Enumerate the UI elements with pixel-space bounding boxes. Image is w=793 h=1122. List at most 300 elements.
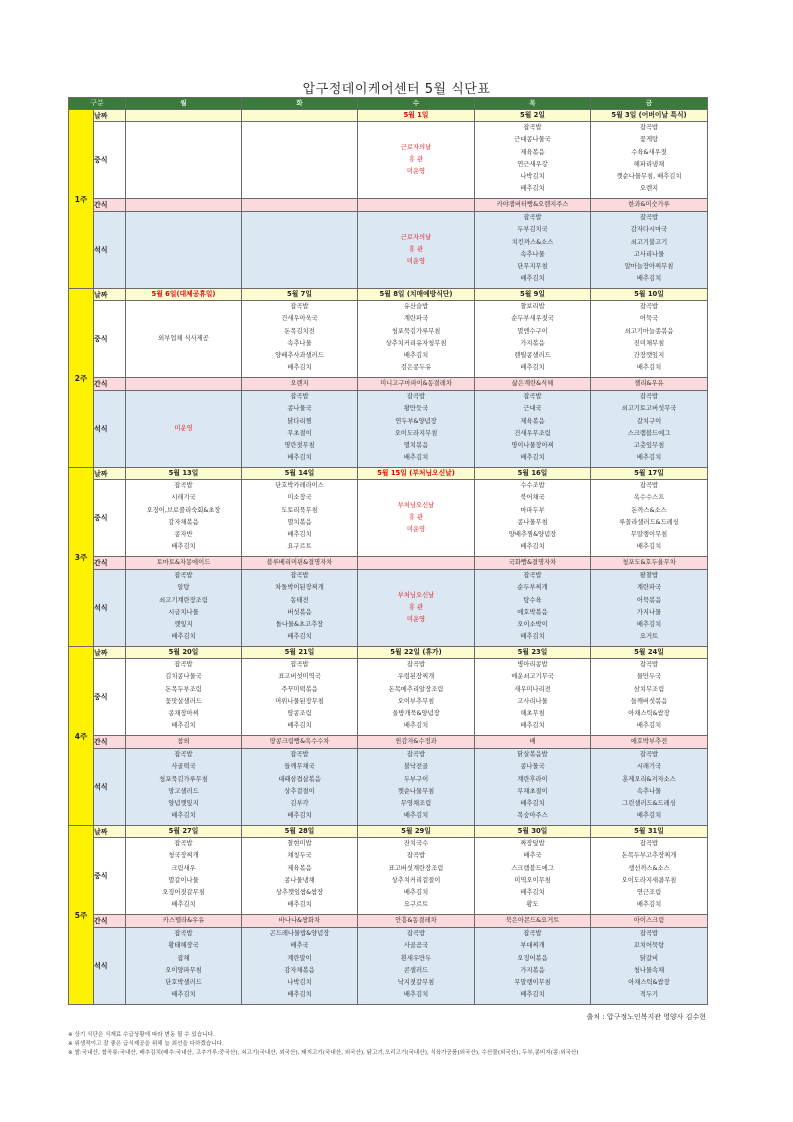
menu-item: 무초절이 bbox=[287, 429, 312, 437]
menu-item: 속추나물 bbox=[520, 250, 545, 258]
menu-item: 치킨까스&소스 bbox=[511, 238, 554, 246]
menu-item: 잡곡밥 bbox=[523, 930, 542, 937]
menu-item: 단호박샐러드 bbox=[165, 979, 202, 987]
menu-item: 가지나물 bbox=[636, 608, 662, 616]
menu-item: 마파두부 bbox=[520, 506, 545, 514]
snack-cell: 북은아몬드&요거트 bbox=[475, 915, 591, 928]
row-label-dinner: 석식 bbox=[94, 749, 126, 826]
menu-item: 찰현미밥 bbox=[287, 840, 312, 847]
menu-item: 어묵볶음 bbox=[636, 596, 662, 604]
menu-item: 옥수수스프 bbox=[633, 494, 665, 502]
menu-item: 매운쇠고기무국 bbox=[511, 673, 554, 681]
menu-item: 제육볶음 bbox=[520, 417, 545, 425]
menu-item: 요구르트 bbox=[287, 543, 312, 551]
menu-item: 배추김치 bbox=[636, 722, 662, 730]
menu-item: 오이도라지새콤무침 bbox=[621, 876, 677, 884]
dinner-cell bbox=[358, 212, 475, 289]
menu-item: 차돌박이된장찌개 bbox=[275, 584, 324, 592]
menu-item: 렌틸콩샐러드 bbox=[514, 352, 551, 360]
menu-item: 들깨버섯볶음 bbox=[630, 697, 668, 705]
menu-item: 잡곡밥 bbox=[174, 572, 193, 579]
menu-item: 콩채장아찌 bbox=[168, 710, 199, 718]
dinner-cell bbox=[475, 928, 591, 1005]
menu-item: 연근새우강 bbox=[517, 160, 548, 168]
snack-cell: 애호박부추전 bbox=[591, 736, 708, 749]
lunch-cell bbox=[475, 301, 591, 378]
page-title: 압구정데이케어센터 5월 식단표 bbox=[302, 82, 491, 97]
menu-item: 나박김치 bbox=[287, 979, 312, 987]
menu-item: 멸갈이나물 bbox=[168, 876, 199, 884]
menu-item: 시금치나물 bbox=[168, 608, 199, 616]
menu-item: 팥찰밥 bbox=[639, 572, 659, 579]
menu-item: 진미채무침 bbox=[633, 339, 665, 347]
menu-item: 알탕 bbox=[177, 584, 190, 592]
header-day: 금 bbox=[591, 98, 708, 110]
menu-item: 잡곡밥 bbox=[290, 661, 309, 668]
menu-item: 양배추찜&양념장 bbox=[508, 531, 557, 539]
menu-item: 어묵국 bbox=[639, 315, 659, 323]
menu-item: 돈목김치전 bbox=[284, 327, 315, 335]
row-label-dinner: 석식 bbox=[94, 212, 126, 289]
menu-item: 계란후라이 bbox=[517, 775, 548, 783]
menu-item: 잡곡밥 bbox=[639, 124, 659, 131]
menu-item: 배추김치 bbox=[403, 722, 429, 730]
menu-item: 황태해장국 bbox=[168, 942, 199, 950]
menu-item: 닭갈비 bbox=[639, 954, 659, 962]
snack-cell: 안흥&동결레차 bbox=[358, 915, 475, 928]
lunch-cell bbox=[126, 838, 242, 915]
menu-item: 청나물속채 bbox=[633, 966, 665, 974]
date-cell: 5월 20일 bbox=[126, 647, 242, 659]
snack-row bbox=[69, 736, 708, 749]
snack-cell: 국화빵&결명자차 bbox=[475, 557, 591, 570]
menu-item: 해파리냉채 bbox=[633, 160, 665, 168]
menu-item: 김치콩나물국 bbox=[165, 673, 202, 681]
menu-item: 휴 관 bbox=[408, 513, 424, 521]
snack-cell bbox=[126, 378, 242, 391]
menu-item: 배추김치 bbox=[520, 991, 545, 999]
snack-cell: 미니고구마파이&동결레차 bbox=[358, 378, 475, 391]
menu-item: 잡곡밥 bbox=[639, 661, 659, 668]
menu-item: 꽃게탕 bbox=[639, 136, 659, 144]
menu-item: 복숭아주스 bbox=[517, 812, 548, 820]
menu-item: 감자채볶음 bbox=[284, 966, 315, 974]
menu-item: 양배추사과샐러드 bbox=[275, 352, 324, 360]
dinner-cell bbox=[358, 570, 475, 647]
menu-item: 돈까스&소스 bbox=[631, 506, 667, 514]
menu-item: 미운영 bbox=[406, 258, 426, 266]
menu-item: 배추김치 bbox=[403, 889, 429, 897]
dinner-cell bbox=[126, 570, 242, 647]
week-label: 2주 bbox=[69, 289, 94, 468]
date-row bbox=[69, 110, 708, 122]
menu-item: 배추김치 bbox=[287, 722, 312, 730]
date-cell: 5월 9일 bbox=[475, 289, 591, 301]
menu-item: 배추김치 bbox=[520, 633, 545, 641]
week-label: 3주 bbox=[69, 468, 94, 647]
snack-cell bbox=[358, 199, 475, 212]
menu-item: 콩나물냉채 bbox=[284, 876, 315, 884]
menu-item: 청포묵김가루무침 bbox=[159, 775, 208, 783]
menu-item: 오징어,브로콜리숙회&초장 bbox=[146, 506, 221, 514]
menu-item: 양념깻잎지 bbox=[168, 800, 199, 808]
dinner-cell bbox=[358, 749, 475, 826]
lunch-cell bbox=[591, 122, 708, 199]
menu-item: 배추김치 bbox=[171, 812, 196, 820]
menu-item: 배추김치 bbox=[520, 800, 545, 808]
row-label-date: 날짜 bbox=[94, 826, 126, 838]
menu-item: 돌나물&초고추장 bbox=[275, 621, 324, 629]
menu-item: 멸엔수구이 bbox=[517, 327, 548, 335]
menu-item: 사골떡국 bbox=[171, 763, 196, 771]
lunch-cell bbox=[475, 480, 591, 557]
menu-item: 명이나물장아찌 bbox=[511, 442, 554, 450]
menu-item: 수수조밥 bbox=[520, 482, 545, 489]
menu-item: 미운영 bbox=[406, 168, 426, 176]
lunch-cell bbox=[242, 301, 358, 378]
menu-item: 잡곡밥 bbox=[639, 303, 659, 310]
menu-item: 새우미나리전 bbox=[514, 685, 551, 693]
dinner-cell bbox=[475, 212, 591, 289]
menu-item: 잡곡밥 bbox=[639, 751, 659, 758]
menu-item: 오이부추무침 bbox=[397, 697, 435, 705]
menu-item: 오징어젓갈무침 bbox=[162, 889, 205, 897]
date-cell: 5월 2일 bbox=[475, 110, 591, 122]
menu-item: 쇠고기토고버섯무국 bbox=[621, 405, 677, 413]
menu-item: 잡곡밥 bbox=[639, 840, 659, 847]
row-label-lunch: 중식 bbox=[94, 480, 126, 557]
menu-item: 잡곡밥 bbox=[174, 930, 193, 937]
menu-item: 스크램블드에그 bbox=[511, 864, 554, 872]
date-cell: 5월 7일 bbox=[242, 289, 358, 301]
menu-item: 휴 관 bbox=[408, 155, 424, 163]
snack-row bbox=[69, 378, 708, 391]
snack-cell: 오렌지 bbox=[242, 378, 358, 391]
menu-item: 황도 bbox=[526, 901, 539, 909]
menu-item: 땅콩조림 bbox=[287, 710, 312, 718]
menu-item: 계란파국 bbox=[636, 584, 662, 592]
date-cell: 5월 31일 bbox=[591, 826, 708, 838]
menu-item: 연두부&양념장 bbox=[395, 417, 437, 425]
header-row bbox=[69, 98, 708, 110]
menu-item: 닭살볶음밥 bbox=[517, 751, 548, 758]
dinner-cell bbox=[591, 570, 708, 647]
dinner-cell bbox=[126, 749, 242, 826]
snack-cell: 한과&미숫가루 bbox=[591, 199, 708, 212]
snack-cell: 토마토&자몽에이드 bbox=[126, 557, 242, 570]
menu-item: 배추김치 bbox=[520, 185, 545, 193]
menu-item: 울방개묵&양념장 bbox=[392, 710, 440, 718]
menu-item: 배추김치 bbox=[287, 901, 312, 909]
menu-item: 콩자반 bbox=[174, 531, 193, 539]
menu-item: 들깨무채국 bbox=[284, 763, 315, 771]
notes bbox=[68, 1031, 718, 1058]
menu-item: 꼬치어묵탕 bbox=[633, 942, 665, 950]
menu-item: 근대국 bbox=[523, 405, 542, 413]
lunch-cell bbox=[591, 838, 708, 915]
snack-row bbox=[69, 557, 708, 570]
menu-item: 청포묵김가루무침 bbox=[391, 327, 441, 335]
menu-item: 배추김치 bbox=[171, 722, 196, 730]
date-cell: 5월 3일 (어버이날 특식) bbox=[591, 110, 708, 122]
menu-item: 배추김치 bbox=[287, 633, 312, 641]
date-row bbox=[69, 468, 708, 480]
menu-item: 주꾸미떡볶음 bbox=[281, 685, 318, 693]
menu-item: 잡곡밥 bbox=[406, 661, 426, 668]
dinner-row bbox=[69, 928, 708, 1005]
dinner-row bbox=[69, 570, 708, 647]
row-label-date: 날짜 bbox=[94, 647, 126, 659]
menu-item: 버섯볶음 bbox=[287, 608, 312, 616]
date-cell bbox=[126, 110, 242, 122]
lunch-row bbox=[69, 480, 708, 557]
menu-item: 순두부찌개 bbox=[517, 584, 548, 592]
menu-item: 무영채조림 bbox=[400, 800, 432, 808]
menu-item: 두부구이 bbox=[403, 775, 429, 783]
menu-item: 배추국 bbox=[290, 942, 309, 950]
snack-cell: 아이스크림 bbox=[591, 915, 708, 928]
menu-item: 갈치구이 bbox=[636, 417, 662, 425]
menu-item: 스크램블드에그 bbox=[627, 429, 671, 437]
menu-item: 무채초절이 bbox=[517, 787, 548, 795]
date-cell: 5월 15일 (부처님오신날) bbox=[358, 468, 475, 480]
lunch-cell bbox=[591, 301, 708, 378]
menu-item: 시래기국 bbox=[171, 494, 196, 502]
menu-item: 무말랭이무침 bbox=[514, 979, 551, 987]
dinner-cell bbox=[242, 749, 358, 826]
menu-item: 속추나물 bbox=[287, 339, 312, 347]
snack-cell bbox=[358, 557, 475, 570]
menu-item: 요거트 bbox=[639, 633, 659, 641]
lunch-cell bbox=[126, 480, 242, 557]
menu-item: 순두부새우젓국 bbox=[511, 315, 554, 323]
menu-item: 무말랭이무침 bbox=[630, 531, 668, 539]
menu-item: 망고샐러드 bbox=[168, 787, 199, 795]
snack-cell bbox=[242, 199, 358, 212]
menu-item: 배추김치 bbox=[287, 991, 312, 999]
snack-cell: 땅콩크림빵&옥수수차 bbox=[242, 736, 358, 749]
dinner-cell bbox=[591, 212, 708, 289]
lunch-row bbox=[69, 659, 708, 736]
lunch-cell bbox=[358, 659, 475, 736]
menu-item: 잡곡밥 bbox=[406, 751, 426, 758]
menu-item: 배추김치 bbox=[403, 991, 429, 999]
menu-item: 배추김치 bbox=[636, 543, 662, 551]
menu-item: 가지볶음 bbox=[520, 339, 545, 347]
menu-item: 낙지젓갈무침 bbox=[397, 979, 435, 987]
date-cell: 5월 24일 bbox=[591, 647, 708, 659]
menu-item: 오이도라지무침 bbox=[394, 429, 438, 437]
menu-item: 잡곡밥 bbox=[523, 572, 542, 579]
date-cell: 5월 30일 bbox=[475, 826, 591, 838]
date-row bbox=[69, 289, 708, 301]
date-cell: 5월 29일 bbox=[358, 826, 475, 838]
lunch-cell bbox=[126, 659, 242, 736]
dinner-cell bbox=[242, 212, 358, 289]
menu-item: 배추김치 bbox=[520, 722, 545, 730]
menu-item: 나박김치 bbox=[520, 173, 545, 181]
date-cell: 5월 17일 bbox=[591, 468, 708, 480]
menu-item: 잡곡밥 bbox=[174, 840, 193, 847]
lunch-cell bbox=[242, 122, 358, 199]
menu-item: 감자채볶음 bbox=[168, 518, 199, 526]
menu-item: 오징어볶음 bbox=[517, 954, 548, 962]
row-label-dinner: 석식 bbox=[94, 391, 126, 468]
menu-item: 고사리나물 bbox=[633, 250, 665, 258]
menu-item: 잡곡밥 bbox=[639, 930, 659, 937]
row-label-lunch: 중식 bbox=[94, 122, 126, 199]
dinner-cell bbox=[591, 749, 708, 826]
menu-item: 그린샐러드&드레싱 bbox=[622, 800, 676, 808]
menu-item: 청국장찌개 bbox=[168, 852, 199, 860]
week-label: 5주 bbox=[69, 826, 94, 1005]
menu-item: 미운영 bbox=[406, 526, 426, 534]
lunch-cell bbox=[358, 838, 475, 915]
menu-item: 배추김치 bbox=[636, 901, 662, 909]
menu-item: 배추김치 bbox=[403, 454, 429, 462]
menu-item: 배추김치 bbox=[520, 275, 545, 283]
menu-item: 해초무침 bbox=[520, 710, 545, 718]
week-label: 1주 bbox=[69, 110, 94, 289]
menu-item: 상추깻잎쌈&쌈장 bbox=[275, 889, 324, 897]
menu-item: 돈목두부고추장찌개 bbox=[621, 852, 677, 860]
menu-item: 사골곰국 bbox=[403, 942, 429, 950]
menu-item: 부대찌개 bbox=[520, 942, 545, 950]
menu-item: 크림새우 bbox=[171, 864, 196, 872]
menu-item: 생선까스&소스 bbox=[628, 864, 670, 872]
dinner-cell bbox=[242, 570, 358, 647]
menu-item: 잡곡밥 bbox=[406, 852, 426, 860]
menu-item: 왕만둣국 bbox=[403, 405, 429, 413]
snack-cell: 참외 bbox=[126, 736, 242, 749]
menu-item: 적두기 bbox=[639, 991, 659, 999]
menu-item: 채칭두국 bbox=[287, 852, 312, 860]
menu-item: 배추김치 bbox=[520, 454, 545, 462]
menu-item: 콘샐러드 bbox=[403, 966, 429, 974]
menu-item: 배추김치 bbox=[287, 364, 312, 372]
menu-item: 잡곡밥 bbox=[290, 751, 309, 758]
menu-item: 고춧잎무침 bbox=[633, 442, 665, 450]
menu-item: 배추김치 bbox=[636, 621, 662, 629]
snack-cell: 찐감자&수정과 bbox=[358, 736, 475, 749]
note-line: ※ 상기 식단은 식재료 수급상황에 따라 변동 될 수 있습니다. bbox=[68, 1032, 215, 1038]
row-label-date: 날짜 bbox=[94, 110, 126, 122]
menu-item: 훈제오리&겨자소스 bbox=[622, 775, 676, 783]
menu-item: 배추김치 bbox=[171, 991, 196, 999]
menu-item: 돈목두부조림 bbox=[165, 685, 202, 693]
menu-item: 부처님오신날 bbox=[397, 501, 435, 509]
menu-item: 배추김치 bbox=[636, 275, 662, 283]
dinner-cell bbox=[475, 749, 591, 826]
menu-item: 잡곡밥 bbox=[290, 393, 309, 400]
menu-item: 돈목메추리알장조림 bbox=[388, 685, 444, 693]
menu-item: 배추김치 bbox=[171, 543, 196, 551]
menu-item: 콩나물국 bbox=[520, 763, 545, 771]
row-label-dinner: 석식 bbox=[94, 570, 126, 647]
header-corner: 구분 bbox=[69, 98, 126, 110]
week-label: 4주 bbox=[69, 647, 94, 826]
menu-item: 연근조림 bbox=[636, 889, 662, 897]
menu-item: 잡곡밥 bbox=[174, 482, 193, 489]
menu-item: 고사리나물 bbox=[517, 697, 548, 705]
lunch-cell bbox=[475, 838, 591, 915]
snack-cell bbox=[126, 199, 242, 212]
menu-item: 배추김치 bbox=[287, 531, 312, 539]
menu-item: 명란젓무침 bbox=[284, 442, 315, 450]
menu-item: 쇠고기불고기 bbox=[630, 238, 668, 246]
menu-item: 검은콩두유 bbox=[400, 364, 432, 372]
row-label-lunch: 중식 bbox=[94, 301, 126, 378]
snack-cell: 삶은계란&식혜 bbox=[475, 378, 591, 391]
menu-item: 배추김치 bbox=[403, 352, 429, 360]
row-label-lunch: 중식 bbox=[94, 659, 126, 736]
menu-item: 상추치커리유자청무침 bbox=[385, 339, 447, 347]
menu-item: 단무지무침 bbox=[517, 263, 548, 271]
menu-item: 오렌지 bbox=[639, 185, 659, 193]
menu-item: 대패삼겹살볶음 bbox=[278, 775, 321, 783]
row-label-date: 날짜 bbox=[94, 468, 126, 480]
source-credit: 출처 : 압구정노인복지관 영양사 김수현 bbox=[586, 1013, 706, 1021]
date-cell: 5월 6일(대체공휴일) bbox=[126, 289, 242, 301]
menu-item: 쇠고기마늘종볶음 bbox=[624, 327, 674, 335]
menu-item: 배추김치 bbox=[287, 454, 312, 462]
date-cell: 5월 27일 bbox=[126, 826, 242, 838]
menu-item: 표고버섯계란장조림 bbox=[388, 864, 444, 872]
menu-item: 애호박볶음 bbox=[517, 608, 548, 616]
date-cell: 5월 8일 (치매예방식단) bbox=[358, 289, 475, 301]
menu-item: 배추김치 bbox=[171, 901, 196, 909]
dinner-cell bbox=[242, 928, 358, 1005]
menu-item: 잡곡밥 bbox=[523, 214, 542, 221]
menu-item: 유산슬밥 bbox=[403, 303, 429, 310]
lunch-cell bbox=[475, 122, 591, 199]
menu-item: 배추김치 bbox=[636, 454, 662, 462]
menu-item: 단호박카레라이스 bbox=[275, 482, 324, 489]
snack-cell: 젤리&우유 bbox=[591, 378, 708, 391]
menu-item: 아채스틱&쌈장 bbox=[628, 979, 670, 987]
dinner-cell bbox=[242, 391, 358, 468]
menu-item: 김부각 bbox=[290, 800, 309, 808]
date-cell: 5월 13일 bbox=[126, 468, 242, 480]
menu-item: 미운영 bbox=[174, 424, 193, 432]
menu-item: 콩나물국 bbox=[287, 405, 312, 413]
lunch-cell bbox=[242, 480, 358, 557]
menu-item: 잡곡밥 bbox=[523, 124, 542, 131]
menu-item: 짜장덮밥 bbox=[520, 840, 545, 847]
dinner-cell bbox=[591, 391, 708, 468]
menu-item: 수육&새우젓 bbox=[631, 148, 667, 156]
row-label-snack: 간식 bbox=[94, 915, 126, 928]
menu-item: 루꼴라샐러드&드레싱 bbox=[619, 518, 679, 526]
menu-item: 외부업체 식사제공 bbox=[158, 334, 209, 342]
menu-item: 계란말이 bbox=[287, 954, 312, 962]
menu-item: 깻순나물무침 bbox=[397, 787, 435, 795]
date-cell: 5월 14일 bbox=[242, 468, 358, 480]
dinner-cell bbox=[358, 928, 475, 1005]
row-label-snack: 간식 bbox=[94, 378, 126, 391]
row-label-snack: 간식 bbox=[94, 736, 126, 749]
menu-item: 불낙전골 bbox=[403, 763, 429, 771]
lunch-cell bbox=[358, 122, 475, 199]
lunch-cell bbox=[126, 122, 242, 199]
menu-item: 잔치국수 bbox=[403, 840, 429, 847]
date-cell: 5월 21일 bbox=[242, 647, 358, 659]
dinner-cell bbox=[126, 928, 242, 1005]
menu-item: 잡곡밥 bbox=[406, 393, 426, 400]
snack-cell: 청포도&호두율무차 bbox=[591, 557, 708, 570]
date-cell: 5월 28일 bbox=[242, 826, 358, 838]
lunch-cell bbox=[358, 301, 475, 378]
